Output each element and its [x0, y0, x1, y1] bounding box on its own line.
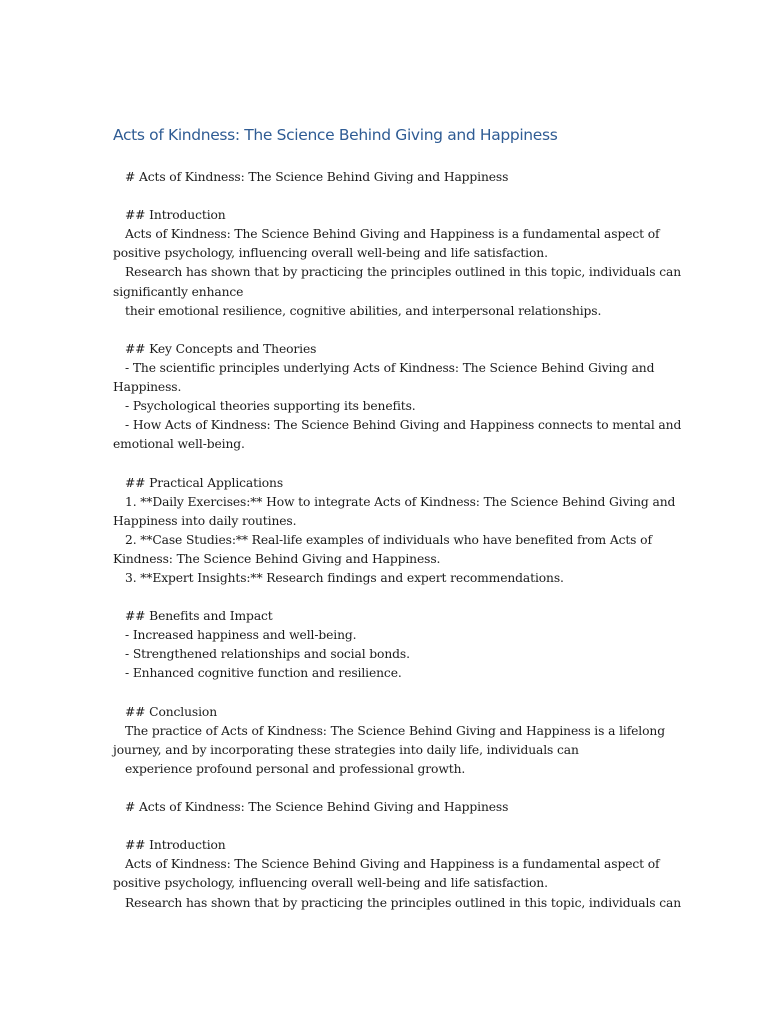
text-line: - Increased happiness and well-being. [125, 628, 357, 643]
text-line: Acts of Kindness: The Science Behind Giving and Happiness is a fundamental aspect of [125, 227, 660, 242]
text-line: - The scientific principles underlying Acts of Kindness: The Science Behind Giving and [125, 360, 655, 375]
text-line: - Psychological theories supporting its benefits. [125, 399, 416, 414]
text-line: significantly enhance [113, 284, 244, 299]
text-line: ## Practical Applications [125, 475, 284, 490]
text-line: # Acts of Kindness: The Science Behind Giving and Happiness [125, 800, 509, 815]
text-line: positive psychology, influencing overall well-being and life satisfaction. [113, 246, 548, 261]
text-line: ## Key Concepts and Theories [125, 341, 317, 356]
text-line: 3. **Expert Insights:** Research findings and expert recommendations. [125, 570, 564, 585]
text-line: Happiness into daily routines. [113, 513, 297, 528]
text-line: 1. **Daily Exercises:** How to integrate Acts of Kindness: The Science Behind Giving and [125, 494, 676, 509]
text-line: positive psychology, influencing overall well-being and life satisfaction. [113, 876, 548, 891]
text-line: ## Introduction [125, 838, 226, 853]
text-line: - How Acts of Kindness: The Science Behind Giving and Happiness connects to mental and [125, 418, 682, 433]
text-line: ## Introduction [125, 208, 226, 223]
blank-line [113, 779, 661, 798]
text-line: Happiness. [113, 380, 182, 395]
text-line: emotional well-being. [113, 437, 245, 452]
text-line: Kindness: The Science Behind Giving and Happiness. [113, 551, 441, 566]
text-line: 2. **Case Studies:** Real-life examples of individuals who have benefited from Acts of [125, 532, 652, 547]
blank-line [113, 684, 661, 703]
page-title: Acts of Kindness: The Science Behind Giving and Happiness [113, 126, 558, 144]
text-line: Research has shown that by practicing the principles outlined in this topic, individuals can [125, 265, 682, 280]
blank-line [113, 187, 661, 206]
text-line: ## Conclusion [125, 704, 217, 719]
text-line: - Strengthened relationships and social bonds. [125, 647, 410, 662]
document-body [113, 168, 682, 913]
text-line: journey, and by incorporating these strategies into daily life, individuals can [113, 742, 579, 757]
blank-line [113, 454, 661, 473]
text-line: their emotional resilience, cognitive abilities, and interpersonal relationships. [125, 303, 602, 318]
text-line: ## Benefits and Impact [125, 609, 273, 624]
blank-line [113, 588, 661, 607]
blank-line [113, 321, 661, 340]
text-line: The practice of Acts of Kindness: The Science Behind Giving and Happiness is a lifelong [125, 723, 665, 738]
text-line: Acts of Kindness: The Science Behind Giving and Happiness is a fundamental aspect of [125, 857, 660, 872]
text-line: - Enhanced cognitive function and resilience. [125, 666, 402, 681]
blank-line [113, 817, 661, 836]
text-line: Research has shown that by practicing the principles outlined in this topic, individuals can [125, 895, 682, 910]
text-line: # Acts of Kindness: The Science Behind Giving and Happiness [125, 170, 509, 184]
text-line: experience profound personal and professional growth. [125, 761, 466, 776]
